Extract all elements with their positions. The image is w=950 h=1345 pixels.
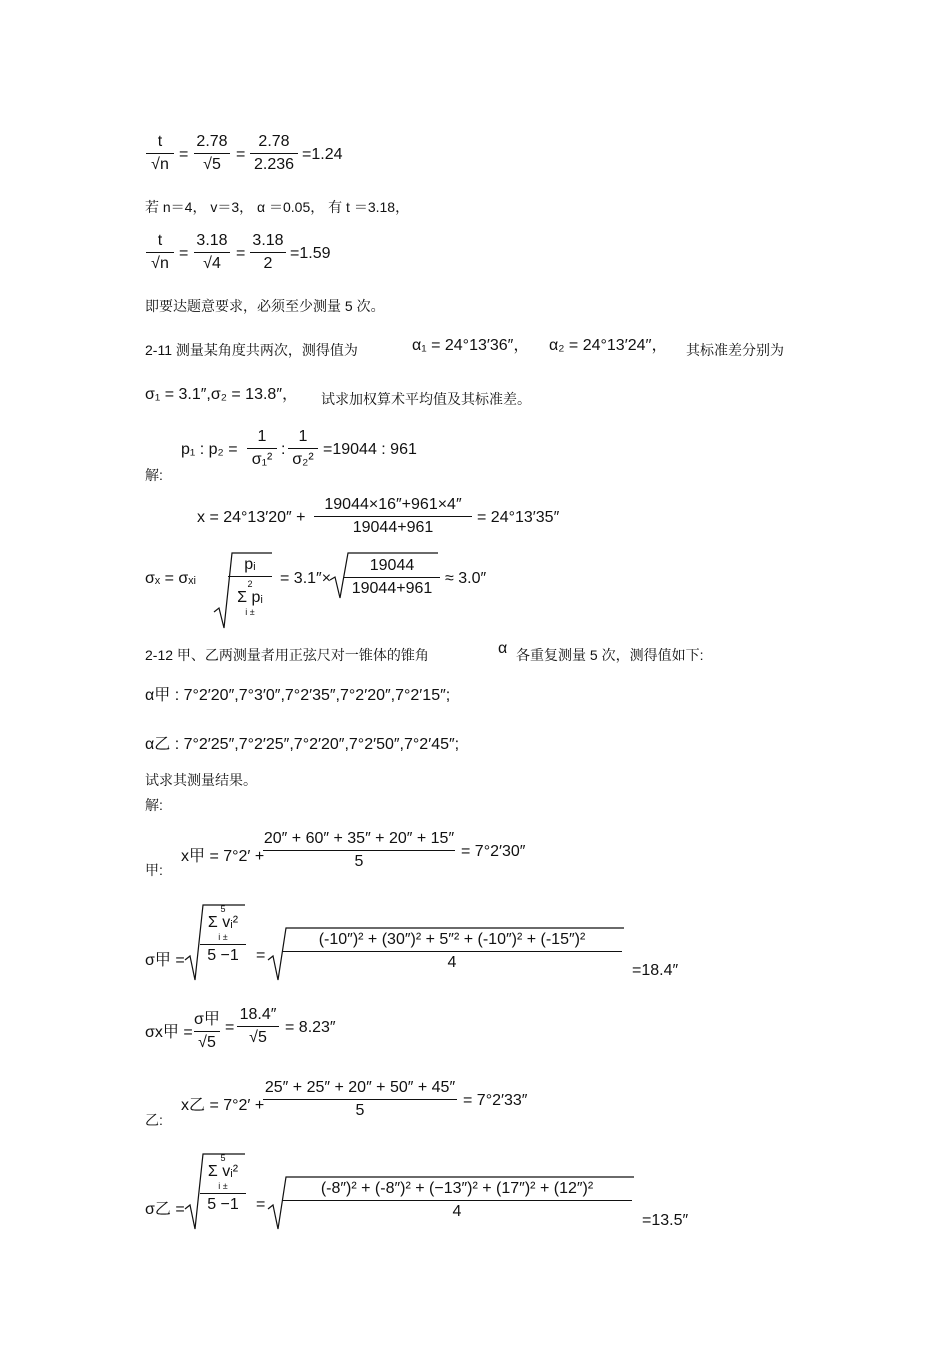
p211-p-colon: : bbox=[281, 441, 286, 458]
line-if: 若 n＝4， v＝3， α ＝0.05， 有 t ＝3.18， bbox=[145, 199, 410, 215]
p212-sxjia-frac2: 18.4″ √5 bbox=[237, 1006, 279, 1047]
p212-tail: 各重复测量 5 次，测得值如下: bbox=[516, 647, 704, 663]
p212-syi-frac1: 5 Σ vᵢ² i ± 5 −1 bbox=[200, 1153, 246, 1214]
p212-sjia-lhs: σ甲 = bbox=[145, 952, 185, 969]
eq2-result: =1.59 bbox=[290, 245, 331, 262]
eq1-equals-2: = bbox=[236, 146, 246, 163]
eq1-t: t bbox=[157, 133, 163, 150]
p211-sig-result: ≈ 3.0″ bbox=[445, 570, 487, 587]
p212-head: 2-12 甲、乙两测量者用正弦尺对一锥体的锥角 bbox=[145, 647, 429, 663]
p212-xyi-lhs: x乙 = 7°2′ + bbox=[181, 1097, 265, 1114]
eq1-frac-2: 2.78 √5 bbox=[194, 133, 230, 174]
p212-sjia-result: =18.4″ bbox=[632, 962, 679, 979]
p212-alpha-yi: α乙 : 7°2′25″,7°2′25″,7°2′20″,7°2′50″,7°2′45″; bbox=[145, 736, 460, 753]
eq1-frac-3: 2.78 2.236 bbox=[250, 133, 298, 174]
eq1-sqrt-n: √n bbox=[151, 156, 169, 173]
p211-p-ratio: p₁ : p₂ = bbox=[181, 441, 238, 458]
p212-sxjia-eq: = bbox=[225, 1019, 235, 1036]
p212-xjia-result: = 7°2′30″ bbox=[461, 843, 526, 860]
p212-sjia-frac1: 5 Σ vᵢ² i ± 5 −1 bbox=[200, 904, 246, 965]
p212-syi-frac2: (-8″)² + (-8″)² + (−13″)² + (17″)² + (12″)² 4 bbox=[282, 1180, 632, 1221]
p212-yi-label: 乙: bbox=[145, 1112, 163, 1128]
eq1-result: =1.24 bbox=[302, 146, 343, 163]
p212-task: 试求其测量结果。 bbox=[145, 772, 257, 788]
line-conclusion: 即要达题意要求，必须至少测量 5 次。 bbox=[145, 298, 385, 314]
p212-sxjia-frac1: σ甲 √5 bbox=[194, 1011, 220, 1051]
p211-xbar-result: = 24°13′35″ bbox=[477, 509, 560, 526]
p212-alpha-jia: α甲 : 7°2′20″,7°3′0″,7°2′35″,7°2′20″,7°2′15″; bbox=[145, 687, 451, 704]
p211-sig-mid: = 3.1″× bbox=[280, 570, 332, 587]
p212-sjia-eq: = bbox=[256, 947, 266, 964]
eq2-equals-1: = bbox=[179, 245, 189, 262]
p211-xbar-lhs: x = 24°13′20″ + bbox=[197, 509, 306, 526]
eq2-frac-3: 3.18 2 bbox=[250, 232, 286, 273]
p211-head: 2-11 测量某角度共两次，测得值为 bbox=[145, 342, 358, 358]
p212-jie: 解: bbox=[145, 797, 163, 813]
eq2-frac-2: 3.18 √4 bbox=[194, 232, 230, 273]
p212-xjia-frac: 20″ + 60″ + 35″ + 20″ + 15″ 5 bbox=[263, 830, 455, 870]
p212-sjia-frac2: (-10″)² + (30″)² + 5″² + (-10″)² + (-15″)² 4 bbox=[282, 931, 622, 972]
p212-syi-result: =13.5″ bbox=[642, 1212, 689, 1229]
p212-xyi-result: = 7°2′33″ bbox=[463, 1092, 528, 1109]
p211-p-frac2: 1 σ₂² bbox=[288, 428, 318, 469]
p211-sig-frac2: 19044 19044+961 bbox=[344, 557, 440, 598]
p212-syi-eq: = bbox=[256, 1196, 266, 1213]
p211-jie: 解: bbox=[145, 467, 163, 483]
eq1-equals-1: = bbox=[179, 146, 189, 163]
p211-sig-lhs: σₓ = σₓᵢ bbox=[145, 570, 196, 587]
p211-sig-frac1: pᵢ 2 Σ pᵢ i ± bbox=[228, 556, 272, 617]
p212-xjia-lhs: x甲 = 7°2′ + bbox=[181, 848, 265, 865]
eq2-equals-2: = bbox=[236, 245, 246, 262]
p212-jia-label: 甲: bbox=[145, 862, 163, 878]
p212-sxjia-lhs: σx甲 = bbox=[145, 1024, 193, 1041]
p211-sigmas: σ₁ = 3.1″,σ₂ = 13.8″， bbox=[145, 386, 298, 403]
p211-alpha2: α₂ = 24°13′24′′， bbox=[549, 337, 668, 354]
p211-tail: 其标准差分别为 bbox=[686, 342, 784, 358]
p211-p-frac1: 1 σ₁² bbox=[247, 428, 277, 469]
eq1-frac-t-sqrt-n bbox=[146, 133, 174, 174]
p211-task: 试求加权算术平均值及其标准差。 bbox=[321, 391, 531, 407]
p211-alpha1: α₁ = 24°13′36″， bbox=[412, 337, 530, 354]
eq2-frac-t-sqrt-n: t √n bbox=[146, 232, 174, 273]
p211-xbar-frac: 19044×16″+961×4″ 19044+961 bbox=[314, 496, 472, 537]
p212-alpha: α bbox=[498, 640, 508, 657]
p211-p-result: =19044 : 961 bbox=[323, 441, 417, 458]
p212-syi-lhs: σ乙 = bbox=[145, 1201, 185, 1218]
p212-sxjia-result: = 8.23″ bbox=[285, 1019, 336, 1036]
p212-xyi-frac: 25″ + 25″ + 20″ + 50″ + 45″ 5 bbox=[264, 1079, 456, 1119]
